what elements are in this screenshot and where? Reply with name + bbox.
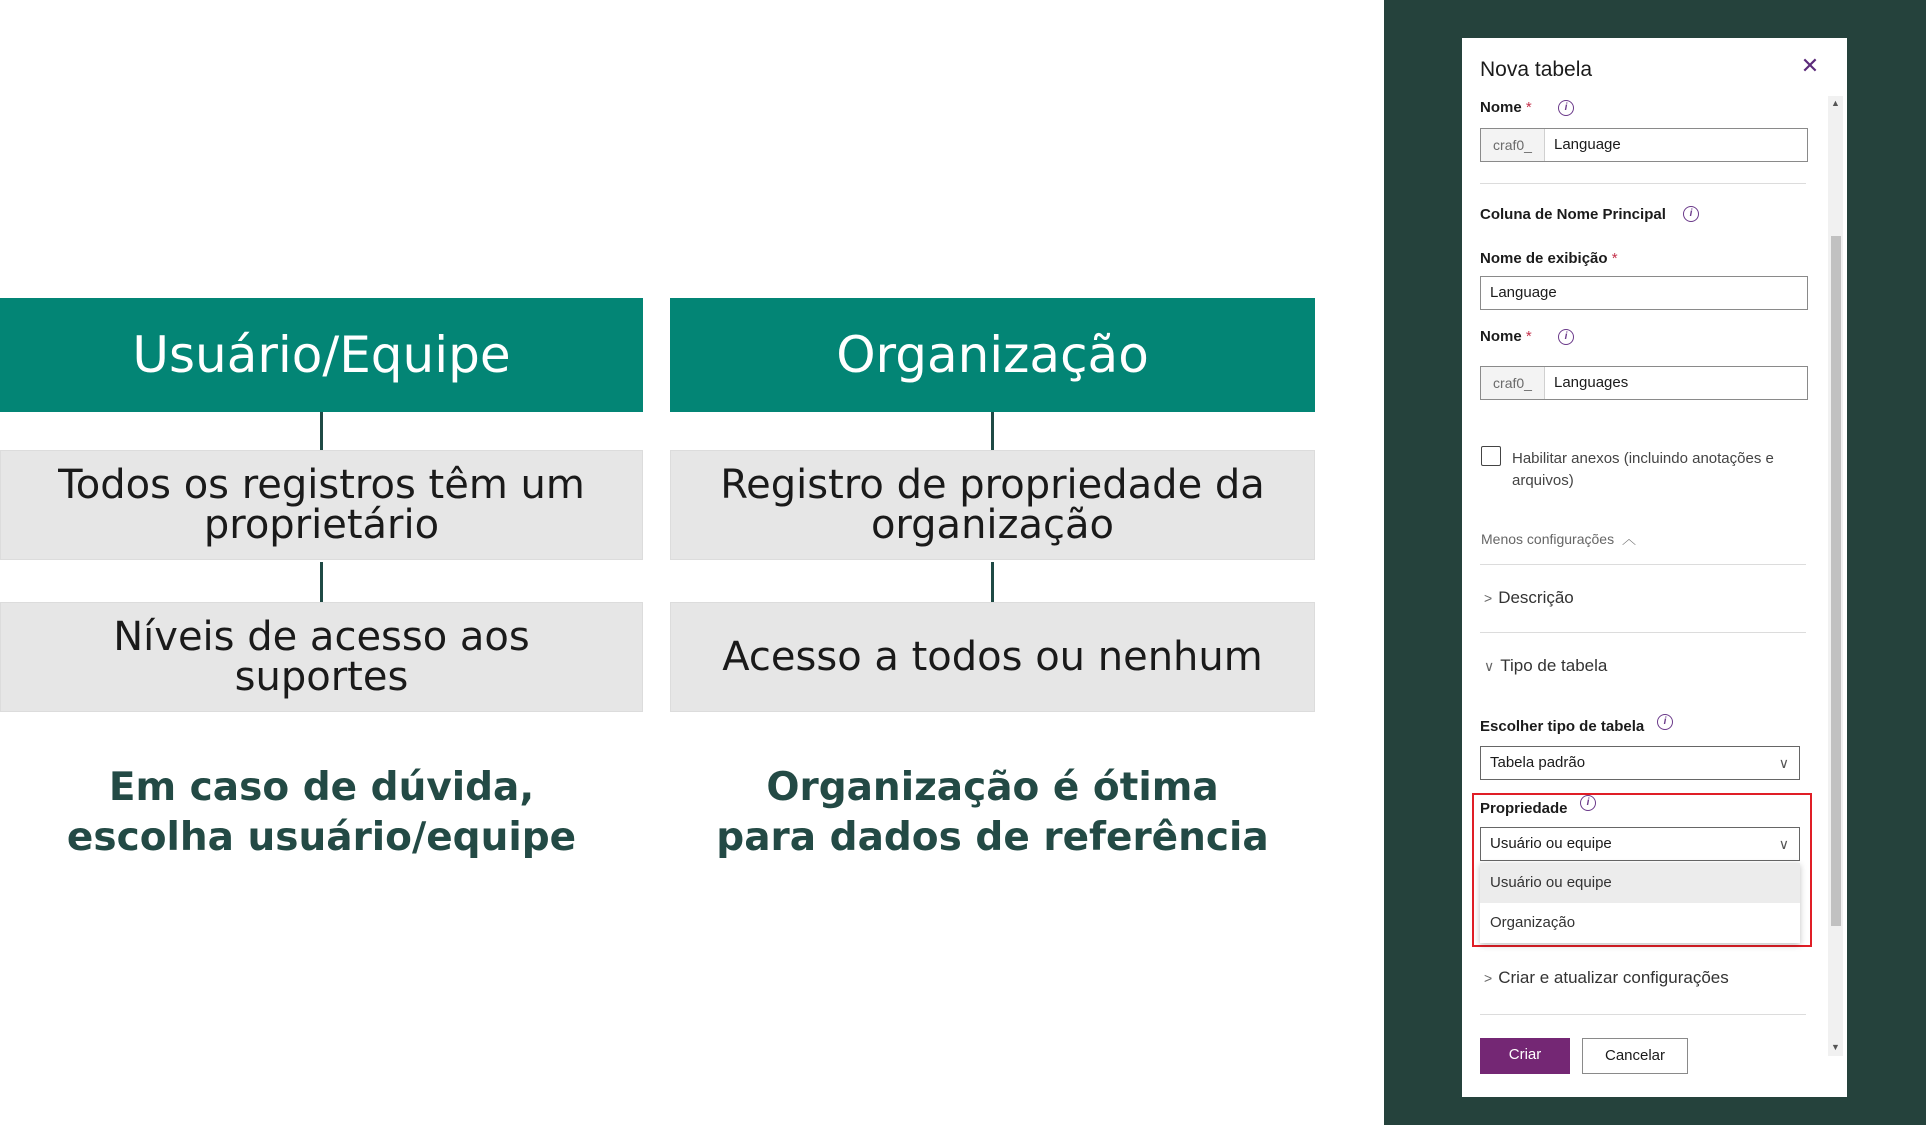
required-mark: * [1525, 99, 1532, 116]
box-text-line: proprietário [203, 502, 440, 548]
organization-box-access: Acesso a todos ou nenhum [670, 602, 1315, 712]
note-line: para dados de referência [716, 815, 1269, 860]
box-text-line: Todos os registros têm um [58, 462, 585, 508]
note-line: Organização é ótima [766, 765, 1219, 810]
note-line: escolha usuário/equipe [66, 815, 577, 860]
required-mark: * [1611, 250, 1618, 267]
name-prefix: craf0_ [1481, 129, 1545, 161]
table-type-label: Tipo de tabela [1500, 656, 1608, 675]
panel-title: Nova tabela [1480, 58, 1593, 81]
user-team-note [0, 763, 643, 863]
ownership-value: Usuário ou equipe [1490, 835, 1612, 852]
new-table-panel [1462, 38, 1847, 1097]
connector-line [320, 562, 323, 602]
choose-table-type-label: Escolher tipo de tabela [1480, 718, 1645, 735]
organization-header: Organização [670, 298, 1315, 412]
info-icon[interactable]: i [1683, 206, 1699, 222]
note-line: Em caso de dúvida, [108, 765, 535, 810]
chevron-down-icon: ∨ [1484, 658, 1495, 674]
table-type-expander[interactable] [1484, 656, 1607, 676]
divider [1480, 632, 1806, 633]
name-label [1480, 99, 1532, 116]
chevron-down-icon: ∨ [1778, 836, 1789, 852]
less-settings-text: Menos configurações [1481, 531, 1615, 547]
connector-line [991, 562, 994, 602]
ownership-label: Propriedade [1480, 800, 1568, 817]
attachments-label [1512, 448, 1774, 492]
option-organization[interactable]: Organização [1490, 914, 1576, 931]
attachments-label-line: arquivos) [1512, 472, 1574, 489]
ownership-dropdown-list [1480, 863, 1800, 943]
display-name-value: Language [1490, 284, 1557, 301]
connector-line [991, 412, 994, 450]
info-icon[interactable]: i [1580, 795, 1596, 811]
chevron-right-icon: > [1484, 970, 1493, 986]
scroll-down-arrow-icon[interactable]: ▼ [1831, 1042, 1840, 1052]
plural-name-value: Languages [1554, 374, 1629, 391]
user-team-box-access: Níveis de acesso aos suportes [0, 602, 643, 712]
chevron-up-icon: ︿ [1621, 531, 1636, 547]
display-name-label [1480, 250, 1618, 267]
required-mark: * [1525, 328, 1532, 345]
name-field[interactable] [1480, 128, 1808, 162]
ownership-select[interactable] [1480, 827, 1800, 861]
option-user-team[interactable]: Usuário ou equipe [1480, 863, 1800, 903]
less-settings-link[interactable] [1481, 529, 1636, 549]
organization-box-owner [670, 450, 1315, 560]
plural-name-label-text: Nome [1480, 328, 1522, 345]
cancel-button[interactable]: Cancelar [1582, 1038, 1688, 1074]
scrollbar[interactable] [1828, 96, 1843, 1056]
description-label: Descrição [1498, 588, 1574, 607]
divider [1480, 183, 1806, 184]
box-text-line: organização [870, 502, 1115, 548]
display-name-field[interactable] [1480, 276, 1808, 310]
user-team-header: Usuário/Equipe [0, 298, 643, 412]
table-type-value: Tabela padrão [1490, 754, 1586, 771]
divider [1480, 564, 1806, 565]
connector-line [320, 412, 323, 450]
scroll-up-arrow-icon[interactable]: ▲ [1831, 98, 1840, 108]
plural-name-field[interactable] [1480, 366, 1808, 400]
scrollbar-thumb[interactable] [1831, 236, 1841, 926]
plural-name-label [1480, 328, 1532, 345]
primary-column-label: Coluna de Nome Principal [1480, 206, 1666, 223]
description-expander[interactable] [1484, 588, 1574, 608]
name-label-text: Nome [1480, 99, 1522, 116]
chevron-down-icon: ∨ [1778, 755, 1789, 771]
organization-note [670, 763, 1315, 863]
divider [1480, 1014, 1806, 1015]
info-icon[interactable]: i [1657, 714, 1673, 730]
name-value: Language [1554, 136, 1621, 153]
display-name-label-text: Nome de exibição [1480, 250, 1608, 267]
box-text-line: Registro de propriedade da [720, 462, 1265, 508]
create-update-settings-expander[interactable] [1484, 968, 1729, 988]
create-button[interactable]: Criar [1480, 1038, 1570, 1074]
info-icon[interactable]: i [1558, 329, 1574, 345]
attachments-checkbox[interactable] [1481, 446, 1501, 466]
chevron-right-icon: > [1484, 590, 1493, 606]
create-update-settings-label: Criar e atualizar configurações [1498, 968, 1729, 987]
user-team-box-owner [0, 450, 643, 560]
close-icon[interactable]: ✕ [1800, 53, 1820, 78]
info-icon[interactable]: i [1558, 100, 1574, 116]
table-type-select[interactable] [1480, 746, 1800, 780]
attachments-label-line: Habilitar anexos (incluindo anotações e [1512, 450, 1774, 467]
plural-name-prefix: craf0_ [1481, 367, 1545, 399]
